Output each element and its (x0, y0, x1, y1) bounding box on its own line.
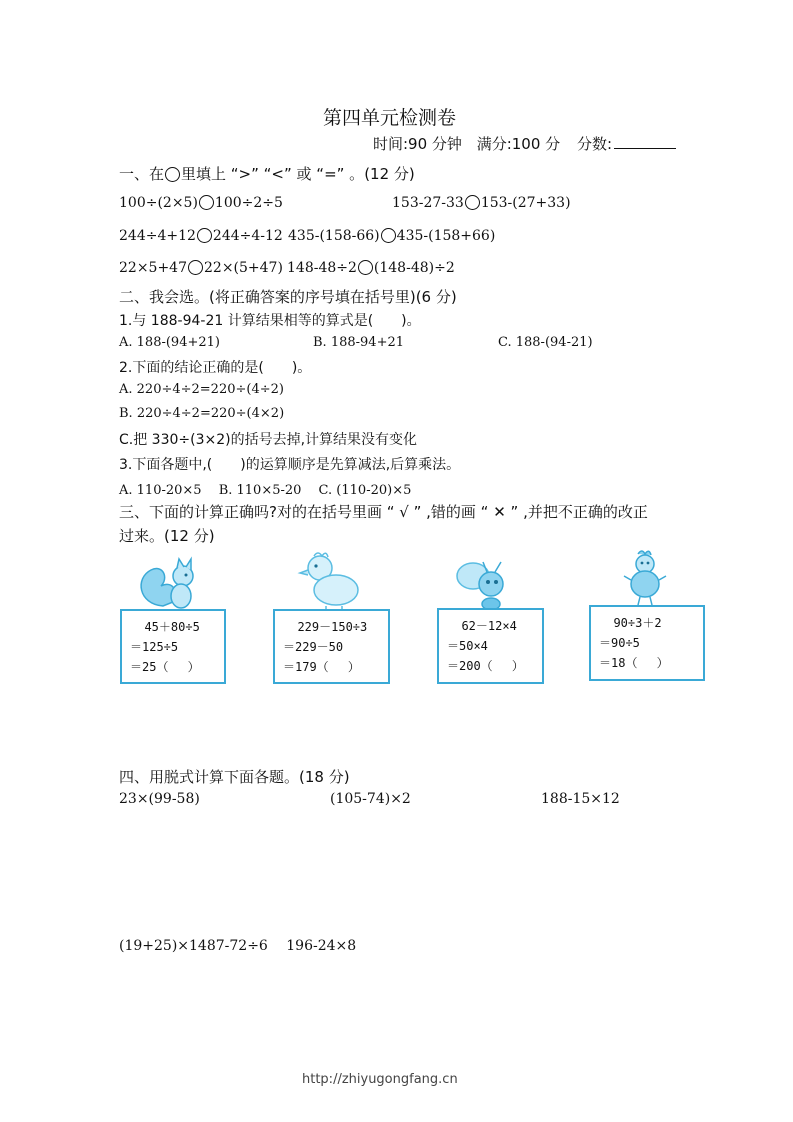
expr-left: 153-27-33 (392, 195, 464, 211)
expr-left: 22×5+47 (119, 260, 187, 276)
expr-right: 22×(5+47) (204, 260, 283, 276)
section-3-heading-line1: 三、下面的计算正确吗?对的在括号里画 “ √ ” ,错的画 “ ✕ ” ,并把不正确的改正 (119, 503, 648, 521)
section-2-heading: 二、我会选。(将正确答案的序号填在括号里)(6 分) (119, 288, 457, 306)
card-line: 62－12×4 (447, 619, 517, 633)
question-3: 3.下面各题中,( )的运算顺序是先算减法,后算乘法。 (119, 457, 461, 473)
exam-meta (373, 133, 676, 154)
calc-card (273, 609, 390, 684)
q2-option-b[interactable]: B. 220÷4÷2=220÷(4×2) (119, 406, 285, 421)
q2-option-a[interactable]: A. 220÷4÷2=220÷(4÷2) (119, 382, 284, 397)
compare-item (119, 260, 283, 276)
card-line[interactable]: ＝179（ ） (283, 660, 360, 674)
q2-option-c[interactable]: C.把 330÷(3×2)的括号去掉,计算结果没有变化 (119, 432, 418, 448)
card-line[interactable]: ＝200（ ） (447, 659, 524, 673)
answer-circle[interactable] (188, 260, 203, 275)
expr-left: 244÷4+12 (119, 228, 196, 244)
compare-item (119, 195, 283, 211)
section-1-heading (119, 163, 415, 184)
page-title: 第四单元检测卷 (323, 107, 457, 129)
compare-item (288, 228, 495, 244)
calc-problem: 23×(99-58) (119, 791, 200, 807)
q1-option-a[interactable]: A. 188-(94+21) (119, 335, 220, 350)
section-1-heading-a: 一、在 (119, 165, 165, 183)
expr-left: 435-(158-66) (288, 228, 380, 244)
card-line[interactable]: ＝25（ ） (130, 660, 200, 674)
answer-circle[interactable] (199, 195, 214, 210)
answer-circle[interactable] (358, 260, 373, 275)
expr-right: (148-48)÷2 (373, 260, 455, 276)
bee-icon (455, 556, 525, 612)
card-line: 229－150÷3 (283, 620, 368, 634)
expr-right: 435-(158+66) (396, 228, 496, 244)
squirrel-icon (133, 556, 203, 612)
calc-problem: (105-74)×2 (330, 791, 411, 807)
answer-circle[interactable] (197, 228, 212, 243)
question-1: 1.与 188-94-21 计算结果相等的算式是( )。 (119, 313, 421, 329)
section-4-heading: 四、用脱式计算下面各题。(18 分) (119, 768, 350, 786)
section-3-heading-line2: 过来。(12 分) (119, 527, 215, 545)
q3-options[interactable]: A. 110-20×5 B. 110×5-20 C. (110-20)×5 (119, 483, 412, 498)
card-line: 45＋80÷5 (130, 620, 200, 634)
expr-right: 153-(27+33) (480, 195, 571, 211)
card-line: ＝90÷5 (599, 636, 640, 650)
calc-card (437, 608, 544, 684)
compare-item (287, 260, 455, 276)
answer-circle[interactable] (381, 228, 396, 243)
expr-left: 100÷(2×5) (119, 195, 198, 211)
footer-url[interactable]: http://zhiyugongfang.cn (302, 1072, 458, 1087)
question-2: 2.下面的结论正确的是( )。 (119, 360, 312, 376)
full-score-info: 满分:100 分 (476, 135, 561, 153)
time-info: 时间:90 分钟 (373, 135, 462, 153)
card-line: ＝125÷5 (130, 640, 179, 654)
compare-item (119, 228, 283, 244)
answer-circle[interactable] (465, 195, 480, 210)
chick-icon (296, 548, 366, 610)
calc-card (589, 605, 705, 681)
calc-problem: 188-15×12 (541, 791, 620, 807)
card-line[interactable]: ＝18（ ） (599, 656, 669, 670)
calc-card (120, 609, 226, 684)
score-label: 分数: (576, 135, 612, 153)
expr-left: 148-48÷2 (287, 260, 357, 276)
calc-problem-row2: (19+25)×1487-72÷6 196-24×8 (119, 938, 357, 954)
card-line: ＝229－50 (283, 640, 344, 654)
circle-icon (165, 167, 180, 182)
section-1-heading-b: 里填上 “>” “<” 或 “=” 。(12 分) (181, 165, 415, 183)
expr-right: 244÷4-12 (212, 228, 283, 244)
compare-item (392, 195, 571, 211)
score-blank[interactable] (614, 148, 676, 149)
card-line: ＝50×4 (447, 639, 488, 653)
q1-option-c[interactable]: C. 188-(94-21) (498, 335, 593, 350)
q1-option-b[interactable]: B. 188-94+21 (313, 335, 404, 350)
rooster-icon (620, 548, 670, 606)
expr-right: 100÷2÷5 (214, 195, 283, 211)
card-line: 90÷3＋2 (599, 616, 662, 630)
